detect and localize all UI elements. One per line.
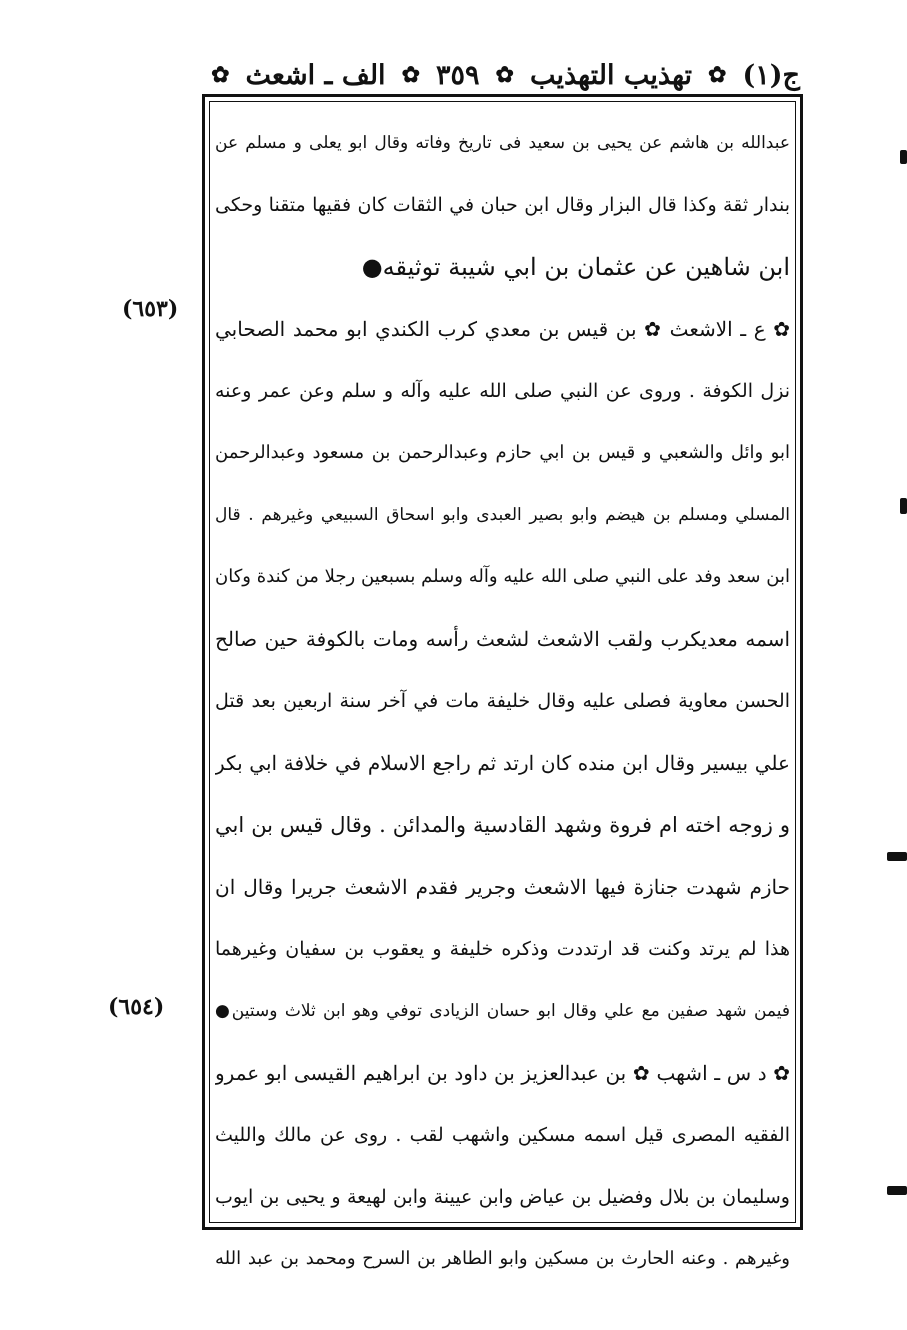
text-line: المسلي ومسلم بن هيضم وابو بصير العبدى وابو اسحاق السبيعي وغيرهم . قال	[215, 505, 790, 525]
scan-mark	[900, 150, 907, 164]
text-line: الفقيه المصرى قيل اسمه مسكين واشهب لقب . روى عن مالك والليث	[215, 1124, 790, 1146]
entry-number-653: (٦٥٣)	[122, 296, 179, 322]
text-line: وسليمان بن بلال وفضيل بن عياض وابن عيينة وابن لهيعة و يحيى بن ايوب	[215, 1186, 790, 1208]
text-line: اسمه معديكرب ولقب الاشعث لشعث رأسه ومات بالكوفة حين صالح	[215, 627, 790, 651]
text-line: الحسن معاوية فصلى عليه وقال خليفة مات في آخر سنة اربعين بعد قتل	[215, 690, 790, 712]
volume-label: ج(١)	[742, 59, 800, 91]
text-line: ✿ د س ـ اشهب ✿ بن عبدالعزيز بن داود بن ابراهيم القيسى ابو عمرو	[215, 1061, 790, 1085]
ornament-icon: ✿	[401, 62, 420, 88]
text-line: هذا لم يرتد وكنت قد ارتددت وذكره خليفة و يعقوب بن سفيان وغيرهما	[215, 938, 790, 960]
book-title: تهذيب التهذيب	[529, 59, 693, 91]
text-line: ابو وائل والشعبي و قيس بن ابي حازم وعبدالرحمن بن مسعود وعبدالرحمن	[215, 442, 790, 463]
scan-mark	[887, 1186, 907, 1195]
text-line: وغيرهم . وعنه الحارث بن مسكين وابو الطاهر بن السرح ومحمد بن عبد الله	[215, 1248, 790, 1269]
body-text	[215, 112, 790, 1290]
scan-mark	[900, 498, 907, 514]
ornament-icon: ✿	[211, 62, 230, 88]
scan-mark	[887, 852, 907, 861]
text-line: نزل الكوفة . وروى عن النبي صلى الله عليه وآله و سلم وعن عمر وعنه	[215, 380, 790, 402]
text-line: ابن سعد وفد على النبي صلى الله عليه وآله وسلم بسبعين رجلا من كندة وكان	[215, 566, 790, 587]
ornament-icon: ✿	[708, 62, 727, 88]
text-line: و زوجه اخته ام فروة وشهد القادسية والمدائن . وقال قيس بن ابي	[215, 813, 790, 837]
page-number: ٣٥٩	[436, 59, 480, 91]
text-line: فيمن شهد صفين مع علي وقال ابو حسان الزيادى توفي وهو ابن ثلاث وستين●	[215, 1001, 790, 1021]
text-line: ✿ ع ـ الاشعث ✿ بن قيس بن معدي كرب الكندي ابو محمد الصحابي	[215, 317, 790, 341]
text-line: علي بيسير وقال ابن منده كان ارتد ثم راجع الاسلام في خلافة ابي بكر	[215, 751, 790, 775]
ornament-icon: ✿	[495, 62, 514, 88]
section-title: الف ـ اشعث	[245, 59, 386, 91]
text-line: ابن شاهين عن عثمان بن ابي شيبة توثيقه●	[361, 253, 790, 281]
text-line: حازم شهدت جنازة فيها الاشعث وجرير فقدم الاشعث جريرا وقال ان	[215, 875, 790, 899]
text-line: عبدالله بن هاشم عن يحيى بن سعيد فى تاريخ وفاته وقال ابو يعلى و مسلم عن	[215, 133, 790, 153]
running-header	[205, 50, 800, 100]
text-line: بندار ثقة وكذا قال البزار وقال ابن حبان في الثقات كان فقيها متقنا وحكى	[215, 194, 790, 216]
entry-number-654: (٦٥٤)	[108, 994, 165, 1020]
